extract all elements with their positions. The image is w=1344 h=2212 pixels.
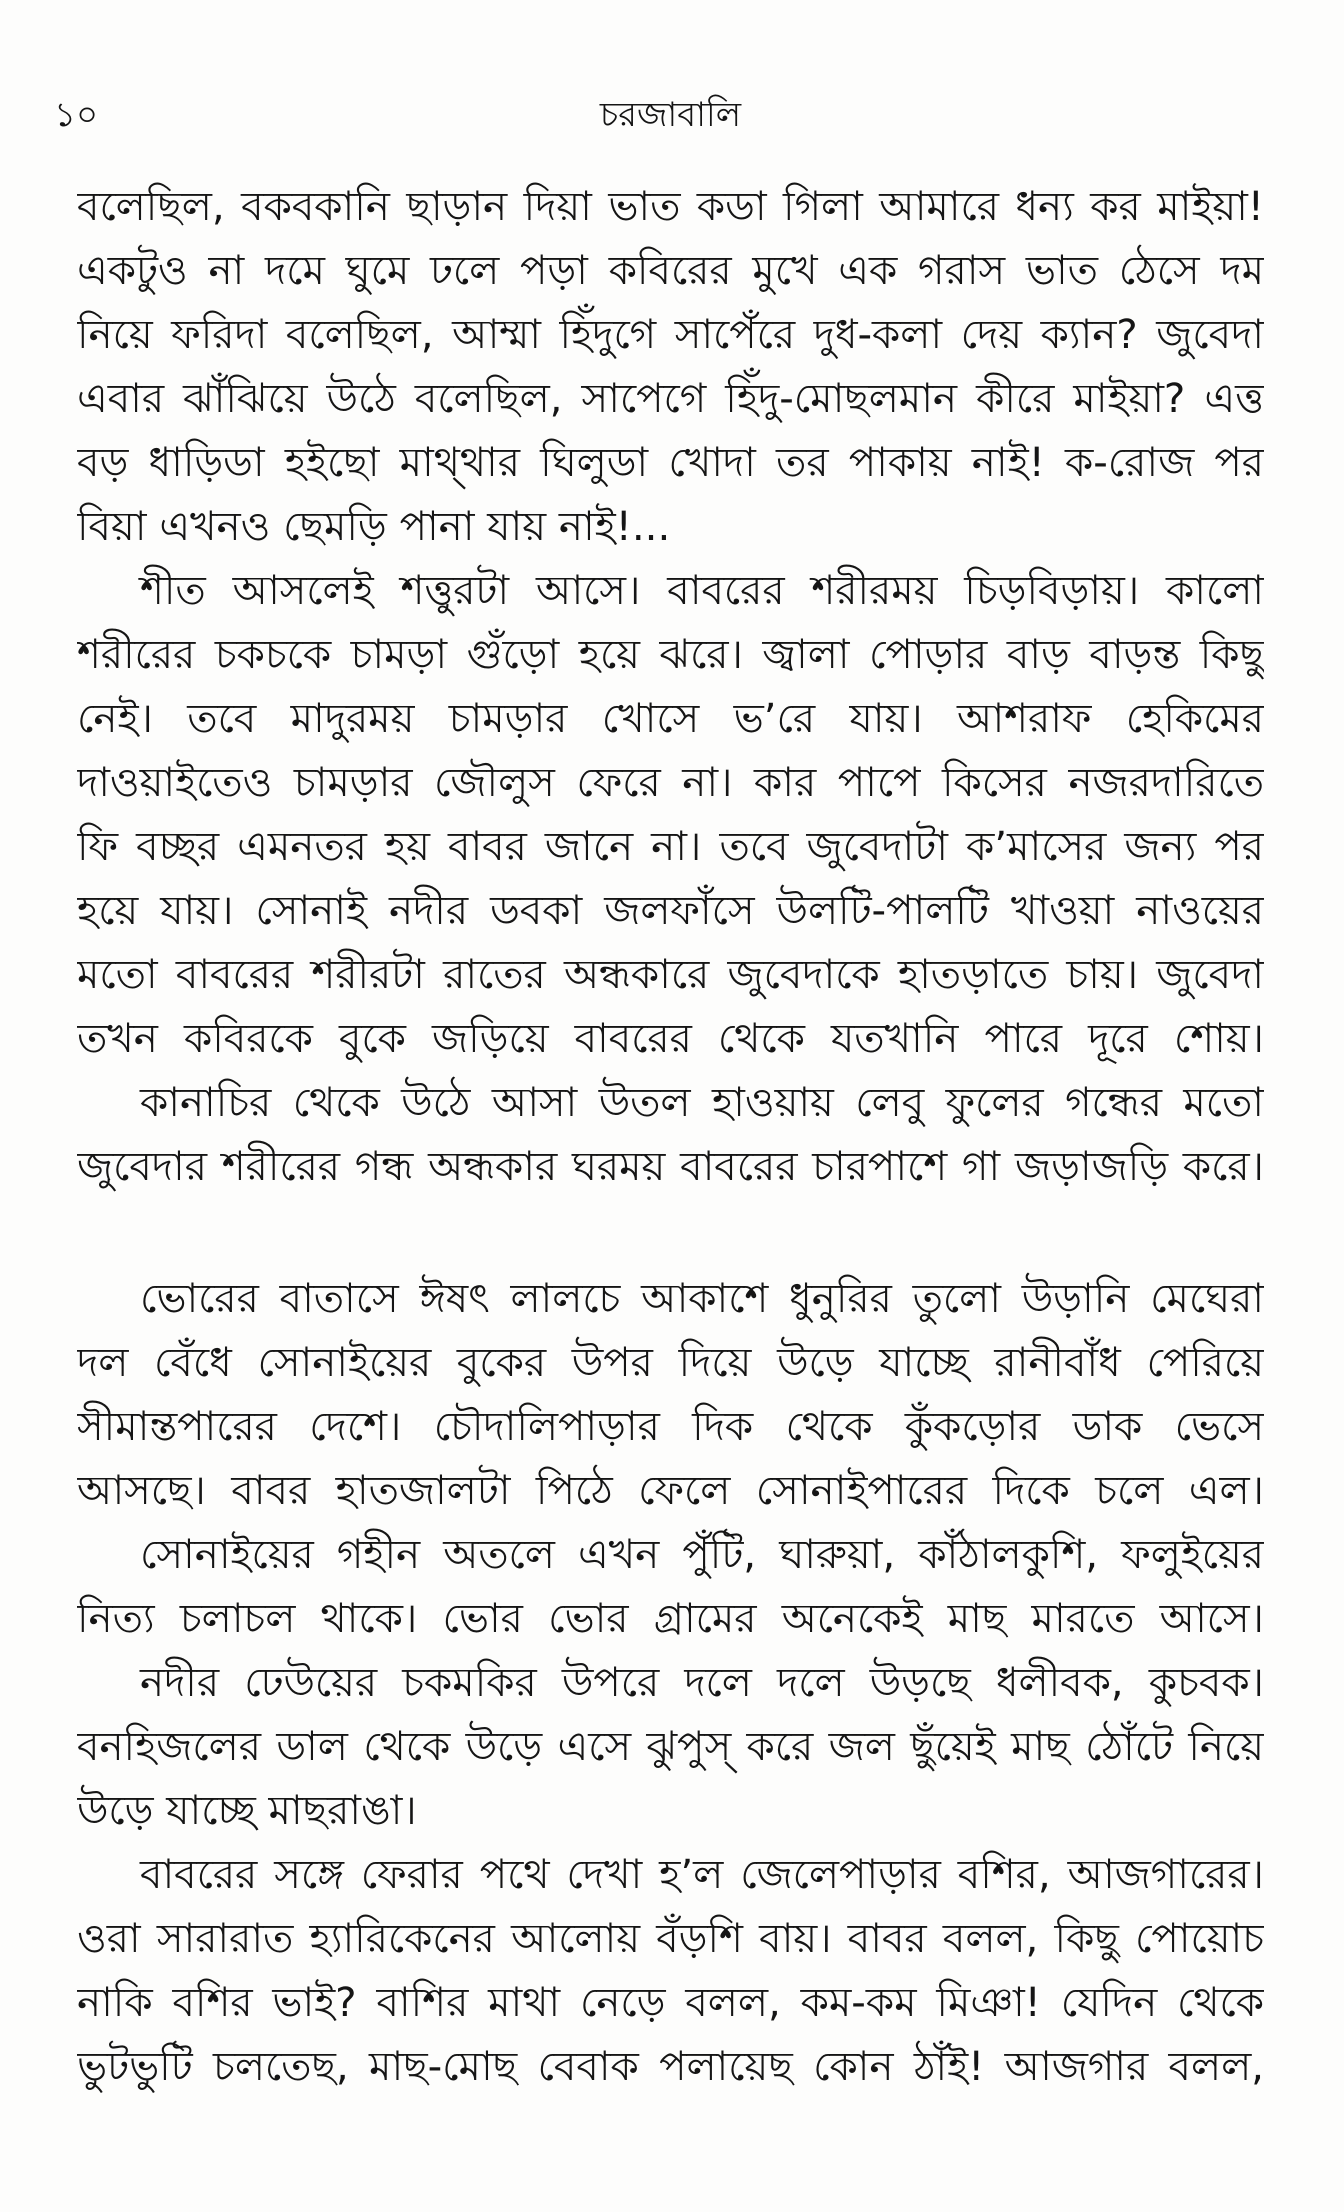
text-line: বনহিজলের ডাল থেকে উড়ে এসে ঝুপুস্ করে জল ছুঁয়েই মাছ ঠোঁটে নিয়ে [77, 1723, 1264, 1770]
text-line: সীমান্তপারের দেশে। চৌদালিপাড়ার দিক থেকে কুঁকড়োর ডাক ভেসে [77, 1403, 1264, 1450]
text-line: জুবেদার শরীরের গন্ধ অন্ধকার ঘরময় বাবরের চারপাশে গা জড়াজড়ি করে। [77, 1143, 1264, 1190]
paragraph [77, 175, 1264, 559]
paragraph [77, 1523, 1264, 1651]
paragraph [77, 1071, 1264, 1199]
text-line: আসছে। বাবর হাতজালটা পিঠে ফেলে সোনাইপারের দিকে চলে এল। [77, 1467, 1264, 1514]
text-line: শরীরের চকচকে চামড়া গুঁড়ো হয়ে ঝরে। জ্বালা পোড়ার বাড় বাড়ন্ত কিছু [77, 631, 1264, 678]
text-section [77, 1267, 1264, 2099]
text-line: ভোরের বাতাসে ঈষৎ লালচে আকাশে ধুনুরির তুলো উড়ানি মেঘেরা [140, 1275, 1264, 1322]
text-line: নেই। তবে মাদুরময় চামড়ার খোসে ভ’রে যায়। আশরাফ হেকিমের [77, 695, 1264, 742]
text-line: বিয়া এখনও ছেমড়ি পানা যায় নাই!... [77, 503, 671, 550]
body-text [77, 0, 1264, 2212]
text-line: নদীর ঢেউয়ের চকমকির উপরে দলে দলে উড়ছে ধলীবক, কুচবক। [140, 1659, 1264, 1706]
running-title: চরজাবালি [599, 95, 742, 135]
text-line: তখন কবিরকে বুকে জড়িয়ে বাবরের থেকে যতখানি পারে দূরে শোয়। [77, 1015, 1264, 1062]
text-line: এবার ঝাঁঝিয়ে উঠে বলেছিল, সাপেগে হিঁদু-মোছলমান কীরে মাইয়া? এত্ত [77, 375, 1264, 422]
text-line: একটুও না দমে ঘুমে ঢলে পড়া কবিরের মুখে এক গরাস ভাত ঠেসে দম [77, 247, 1264, 294]
text-section [77, 175, 1264, 1199]
text-line: মতো বাবরের শরীরটা রাতের অন্ধকারে জুবেদাকে হাতড়াতে চায়। জুবেদা [77, 951, 1264, 998]
text-line: সোনাইয়ের গহীন অতলে এখন পুঁটি, ঘারুয়া, কাঁঠালকুশি, ফলুইয়ের [140, 1531, 1264, 1578]
text-line: দল বেঁধে সোনাইয়ের বুকের উপর দিয়ে উড়ে যাচ্ছে রানীবাঁধ পেরিয়ে [77, 1339, 1264, 1386]
text-line: নিত্য চলাচল থাকে। ভোর ভোর গ্রামের অনেকেই মাছ মারতে আসে। [77, 1595, 1264, 1642]
text-line: ফি বচ্ছর এমনতর হয় বাবর জানে না। তবে জুবেদাটা ক’মাসের জন্য পর [77, 823, 1264, 870]
text-line: ভুটভুটি চলতেছ, মাছ-মোছ বেবাক পলায়েছ কোন ঠাঁই! আজগার বলল, [77, 2043, 1264, 2090]
text-line: কানাচির থেকে উঠে আসা উতল হাওয়ায় লেবু ফুলের গন্ধের মতো [140, 1079, 1264, 1126]
text-line: বাবরের সঙ্গে ফেরার পথে দেখা হ’ল জেলেপাড়ার বশির, আজগারের। [140, 1851, 1264, 1898]
text-line: বলেছিল, বকবকানি ছাড়ান দিয়া ভাত কডা গিলা আমারে ধন্য কর মাইয়া! [77, 183, 1264, 230]
paragraph [77, 1267, 1264, 1523]
text-line: হয়ে যায়। সোনাই নদীর ডবকা জলফাঁসে উলটি-পালটি খাওয়া নাওয়ের [77, 887, 1264, 934]
text-line: ওরা সারারাত হ্যারিকেনের আলোয় বঁড়শি বায়। বাবর বলল, কিছু পোয়োচ [77, 1915, 1264, 1962]
page-number: ১০ [54, 95, 99, 135]
text-line: নিয়ে ফরিদা বলেছিল, আম্মা হিঁদুগে সাপেঁরে দুধ-কলা দেয় ক্যান? জুবেদা [77, 311, 1264, 358]
text-line: নাকি বশির ভাই? বাশির মাথা নেড়ে বলল, কম-কম মিঞা! যেদিন থেকে [77, 1979, 1264, 2026]
text-line: দাওয়াইতেও চামড়ার জৌলুস ফেরে না। কার পাপে কিসের নজরদারিতে [77, 759, 1264, 806]
text-line: উড়ে যাচ্ছে মাছরাঙা। [77, 1787, 417, 1834]
text-line: বড় ধাড়িডা হইছো মাথ্থার ঘিলুডা খোদা তর পাকায় নাই! ক-রোজ পর [77, 439, 1264, 486]
paragraph [77, 1843, 1264, 2099]
text-line: শীত আসলেই শত্তুরটা আসে। বাবরের শরীরময় চিড়বিড়ায়। কালো [140, 567, 1264, 614]
paragraph [77, 559, 1264, 1071]
paragraph [77, 1651, 1264, 1843]
